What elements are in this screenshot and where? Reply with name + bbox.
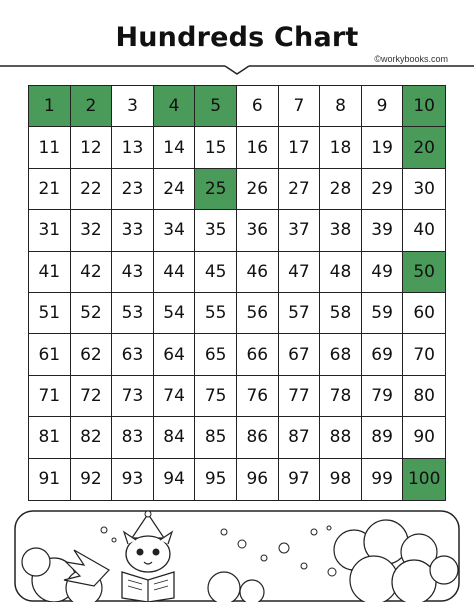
number-cell-8: 8 [320, 86, 362, 127]
number-cell-91: 91 [29, 459, 71, 500]
number-cell-78: 78 [320, 376, 362, 417]
number-cell-84: 84 [154, 417, 196, 458]
number-cell-28: 28 [320, 169, 362, 210]
number-cell-53: 53 [112, 293, 154, 334]
number-cell-46: 46 [237, 252, 279, 293]
number-cell-5: 5 [195, 86, 237, 127]
number-cell-62: 62 [71, 334, 113, 375]
number-cell-85: 85 [195, 417, 237, 458]
number-cell-7: 7 [279, 86, 321, 127]
number-cell-47: 47 [279, 252, 321, 293]
number-cell-95: 95 [195, 459, 237, 500]
number-cell-80: 80 [403, 376, 445, 417]
number-cell-86: 86 [237, 417, 279, 458]
number-cell-92: 92 [71, 459, 113, 500]
number-cell-24: 24 [154, 169, 196, 210]
credit-text: ©workybooks.com [374, 54, 448, 64]
number-cell-64: 64 [154, 334, 196, 375]
number-cell-83: 83 [112, 417, 154, 458]
number-cell-29: 29 [362, 169, 404, 210]
number-cell-48: 48 [320, 252, 362, 293]
number-cell-76: 76 [237, 376, 279, 417]
cartoon-cat-reading-book-illustration [14, 510, 460, 602]
number-cell-33: 33 [112, 210, 154, 251]
number-cell-34: 34 [154, 210, 196, 251]
number-cell-81: 81 [29, 417, 71, 458]
number-cell-30: 30 [403, 169, 445, 210]
number-cell-50: 50 [403, 252, 445, 293]
number-cell-61: 61 [29, 334, 71, 375]
number-cell-39: 39 [362, 210, 404, 251]
number-cell-38: 38 [320, 210, 362, 251]
number-cell-54: 54 [154, 293, 196, 334]
number-cell-77: 77 [279, 376, 321, 417]
number-cell-16: 16 [237, 127, 279, 168]
number-cell-18: 18 [320, 127, 362, 168]
number-cell-69: 69 [362, 334, 404, 375]
number-cell-71: 71 [29, 376, 71, 417]
number-cell-40: 40 [403, 210, 445, 251]
number-cell-74: 74 [154, 376, 196, 417]
number-cell-68: 68 [320, 334, 362, 375]
number-cell-9: 9 [362, 86, 404, 127]
number-cell-60: 60 [403, 293, 445, 334]
number-cell-52: 52 [71, 293, 113, 334]
number-cell-55: 55 [195, 293, 237, 334]
number-cell-59: 59 [362, 293, 404, 334]
number-cell-72: 72 [71, 376, 113, 417]
page-title: Hundreds Chart [115, 22, 359, 53]
number-cell-75: 75 [195, 376, 237, 417]
number-cell-65: 65 [195, 334, 237, 375]
number-cell-25: 25 [195, 169, 237, 210]
number-cell-15: 15 [195, 127, 237, 168]
number-cell-26: 26 [237, 169, 279, 210]
number-cell-14: 14 [154, 127, 196, 168]
number-cell-98: 98 [320, 459, 362, 500]
number-cell-41: 41 [29, 252, 71, 293]
number-cell-23: 23 [112, 169, 154, 210]
number-cell-17: 17 [279, 127, 321, 168]
number-cell-93: 93 [112, 459, 154, 500]
number-cell-100: 100 [403, 459, 445, 500]
number-cell-94: 94 [154, 459, 196, 500]
number-cell-32: 32 [71, 210, 113, 251]
title-divider [0, 62, 474, 76]
number-cell-63: 63 [112, 334, 154, 375]
number-cell-21: 21 [29, 169, 71, 210]
number-cell-12: 12 [71, 127, 113, 168]
number-cell-27: 27 [279, 169, 321, 210]
number-cell-10: 10 [403, 86, 445, 127]
number-cell-89: 89 [362, 417, 404, 458]
number-cell-66: 66 [237, 334, 279, 375]
number-cell-31: 31 [29, 210, 71, 251]
number-cell-99: 99 [362, 459, 404, 500]
number-cell-6: 6 [237, 86, 279, 127]
number-cell-97: 97 [279, 459, 321, 500]
number-cell-4: 4 [154, 86, 196, 127]
number-cell-56: 56 [237, 293, 279, 334]
number-cell-36: 36 [237, 210, 279, 251]
number-cell-11: 11 [29, 127, 71, 168]
number-cell-2: 2 [71, 86, 113, 127]
number-cell-45: 45 [195, 252, 237, 293]
number-cell-58: 58 [320, 293, 362, 334]
number-cell-35: 35 [195, 210, 237, 251]
number-cell-57: 57 [279, 293, 321, 334]
number-cell-43: 43 [112, 252, 154, 293]
number-cell-67: 67 [279, 334, 321, 375]
number-cell-37: 37 [279, 210, 321, 251]
number-cell-90: 90 [403, 417, 445, 458]
number-cell-20: 20 [403, 127, 445, 168]
number-cell-79: 79 [362, 376, 404, 417]
number-cell-49: 49 [362, 252, 404, 293]
number-cell-13: 13 [112, 127, 154, 168]
number-cell-3: 3 [112, 86, 154, 127]
number-cell-96: 96 [237, 459, 279, 500]
number-cell-19: 19 [362, 127, 404, 168]
number-cell-42: 42 [71, 252, 113, 293]
number-cell-73: 73 [112, 376, 154, 417]
number-cell-44: 44 [154, 252, 196, 293]
number-cell-22: 22 [71, 169, 113, 210]
number-cell-88: 88 [320, 417, 362, 458]
number-cell-51: 51 [29, 293, 71, 334]
number-cell-70: 70 [403, 334, 445, 375]
number-cell-87: 87 [279, 417, 321, 458]
number-cell-1: 1 [29, 86, 71, 127]
number-cell-82: 82 [71, 417, 113, 458]
hundreds-chart-grid [28, 85, 446, 501]
